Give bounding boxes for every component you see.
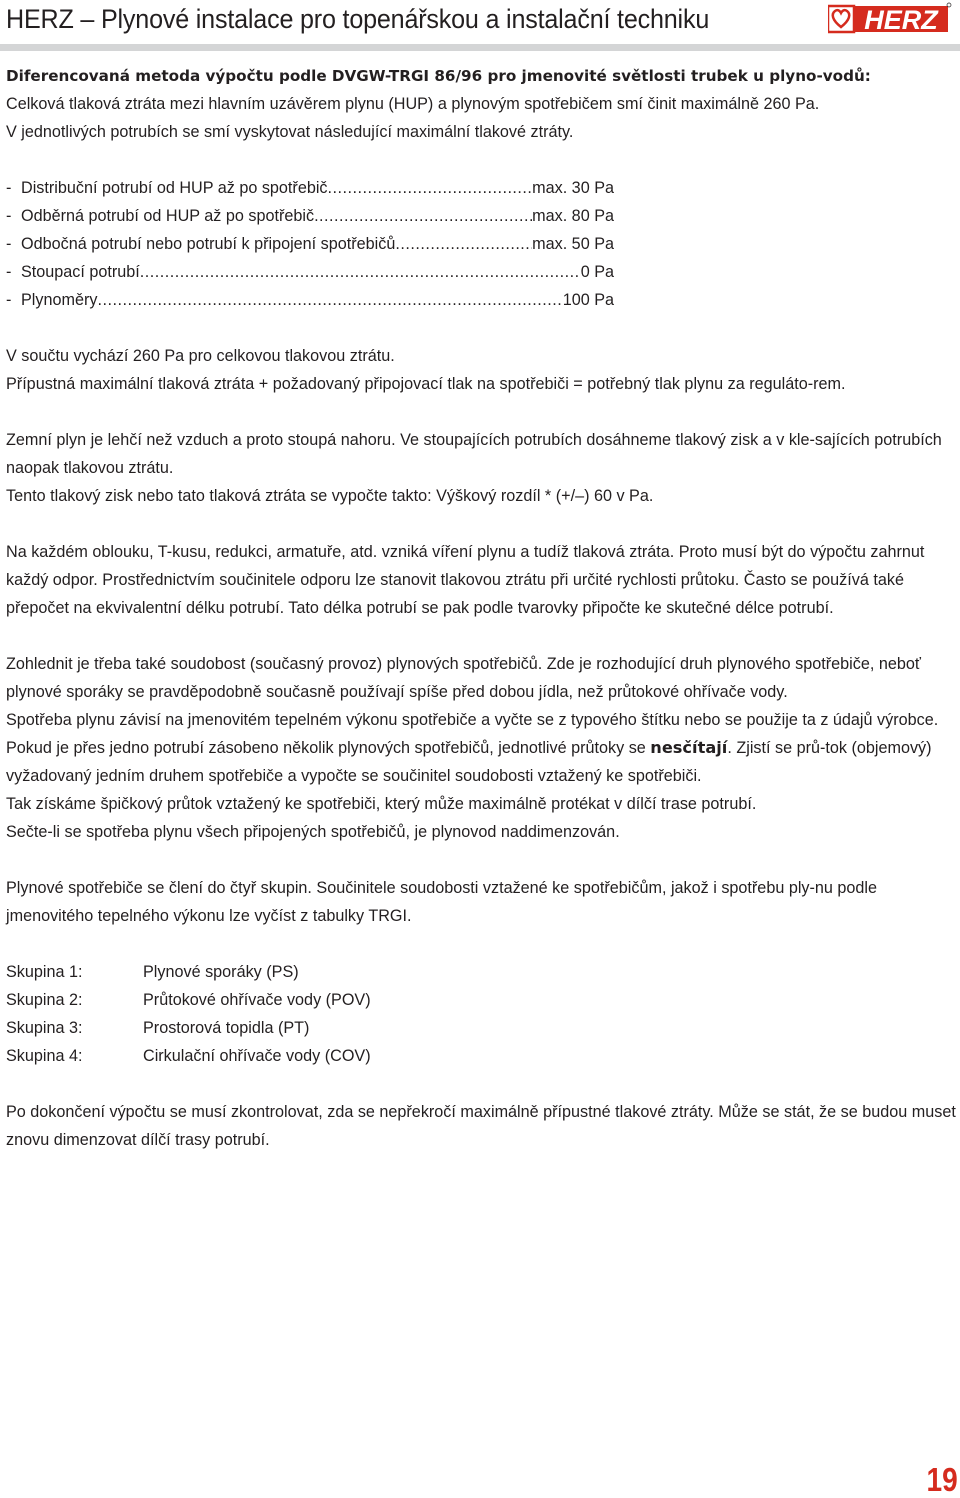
group-value: Průtokové ohřívače vody (POV)	[143, 991, 371, 1009]
list-item-value: max. 80 Pa	[532, 207, 614, 225]
leader-dots	[314, 202, 532, 230]
group-label: Skupina 3:	[6, 1019, 83, 1037]
page-content	[6, 62, 956, 1154]
paragraph-flows: Pokud je přes jedno potrubí zásobeno několik plynových spotřebičů, jednotlivé průtoky se nesčítají. Zjistí se prů-tok (objemový) vyžadovaný jedním druhem spotřebiče a vypočte se součinitel soudobosti vztažený ke spotřebiči.	[6, 738, 932, 785]
page-header	[0, 0, 960, 44]
intro-paragraph-1: Celková tlaková ztráta mezi hlavním uzávěrem plynu (HUP) a plynovým spotřebičem smí činit maximálně 260 Pa.	[6, 95, 820, 113]
list-item: - Stoupací potrubí ..... 0 Pa	[6, 258, 614, 286]
list-item: - Odběrná potrubí od HUP až po spotřebič ..... max. 80 Pa	[6, 202, 614, 230]
paragraph-simultaneity: Zohlednit je třeba také soudobost (současný provoz) plynových spotřebičů. Zde je rozhodující druh plynového spotřebiče, neboť plynové sporáky se pravděpodobně současně používají spíše před dobou jídla, než průtokové ohřívače vody.	[6, 655, 921, 701]
section-heading: Diferencovaná metoda výpočtu podle DVGW-TRGI 86/96 pro jmenovité světlosti trubek u plyno-vodů:	[6, 67, 871, 85]
pressure-loss-list	[6, 174, 956, 314]
logo-text: HERZ	[864, 5, 938, 35]
appliance-groups	[6, 958, 956, 1070]
header-rule	[0, 44, 960, 51]
list-item-name: Distribuční potrubí od HUP až po spotřebič	[21, 179, 328, 197]
paragraph-oversize: Sečte-li se spotřeba plynu všech připojených spotřebičů, je plynovod naddimenzován.	[6, 823, 620, 841]
paragraph-peak-flow: Tak získáme špičkový průtok vztažený ke spotřebiči, který může maximálně protékat v dílčí trase potrubí.	[6, 795, 757, 813]
paragraph-resistance: Na každém oblouku, T-kusu, redukci, armatuře, atd. vzniká víření plynu a tudíž tlaková ztráta. Proto musí být do výpočtu zahrnut každý odpor. Prostřednictvím součinitele odporu lze stanovit tlakovou ztrátu při určité rychlosti průtoku. Často se používá také přepočet na ekvivalentní délku potrubí. Tato délka potrubí se pak podle tvarovky připočte ke skutečné délce potrubí.	[6, 543, 925, 617]
leader-dots	[97, 286, 562, 314]
list-item-name: Odběrná potrubí od HUP až po spotřebič	[21, 207, 315, 225]
list-item-value: max. 30 Pa	[532, 179, 614, 197]
list-item: - Plynoměry ..... 100 Pa	[6, 286, 614, 314]
leader-dots	[140, 258, 581, 286]
group-value: Plynové sporáky (PS)	[143, 963, 299, 981]
group-label: Skupina 1:	[6, 963, 83, 981]
page-title: HERZ – Plynové instalace pro topenářskou a instalační techniku	[6, 4, 710, 34]
paragraph-natural-gas: Zemní plyn je lehčí než vzduch a proto stoupá nahoru. Ve stoupajících potrubích dosáhneme tlakový zisk a v kle-sajících potrubích naopak tlakovou ztrátu.	[6, 431, 942, 477]
group-label: Skupina 2:	[6, 991, 83, 1009]
page-number: 19	[926, 1461, 958, 1498]
list-item: - Distribuční potrubí od HUP až po spotřebič ..... max. 30 Pa	[6, 174, 614, 202]
emphasis-text: nesčítají	[650, 738, 728, 757]
intro-paragraph-2: V jednotlivých potrubích se smí vyskytovat následující maximální tlakové ztráty.	[6, 123, 574, 141]
list-item-name: Plynoměry	[21, 291, 98, 309]
paragraph-total: V součtu vychází 260 Pa pro celkovou tlakovou ztrátu.	[6, 347, 395, 365]
group-value: Prostorová topidla (PT)	[143, 1019, 310, 1037]
herz-logo	[828, 2, 952, 36]
list-item-value: 100 Pa	[562, 291, 614, 309]
leader-dots	[328, 174, 533, 202]
list-item-name: Stoupací potrubí	[21, 263, 140, 281]
list-item-name: Odbočná potrubí nebo potrubí k připojení spotřebičů	[21, 235, 396, 253]
paragraph-consumption: Spotřeba plynu závisí na jmenovitém tepelném výkonu spotřebiče a vyčte se z typového štítku nebo se použije ta z údajů výrobce.	[6, 711, 939, 729]
paragraph-pressure-formula: Přípustná maximální tlaková ztráta + požadovaný připojovací tlak na spotřebiči = potřebný tlak plynu za reguláto-rem.	[6, 375, 846, 393]
paragraph-groups-intro: Plynové spotřebiče se člení do čtyř skupin. Součinitele soudobosti vztažené ke spotřebičům, jakož i spotřebu ply-nu podle jmenovitého tepelného výkonu lze vyčíst z tabulky TRGI.	[6, 879, 878, 925]
group-label: Skupina 4:	[6, 1047, 83, 1065]
paragraph-final-check: Po dokončení výpočtu se musí zkontrolovat, zda se nepřekročí maximálně přípustné tlakové ztráty. Může se stát, že se budou muset znovu dimenzovat dílčí trasy potrubí.	[6, 1103, 956, 1149]
group-value: Cirkulační ohřívače vody (COV)	[143, 1047, 371, 1065]
leader-dots	[395, 230, 532, 258]
list-item-value: 0 Pa	[580, 263, 614, 281]
list-item-value: max. 50 Pa	[532, 235, 614, 253]
list-item: - Odbočná potrubí nebo potrubí k připojení spotřebičů ..... max. 50 Pa	[6, 230, 614, 258]
paragraph-height-gain: Tento tlakový zisk nebo tato tlaková ztráta se vypočte takto: Výškový rozdíl * (+/–) 60 v Pa.	[6, 487, 654, 505]
